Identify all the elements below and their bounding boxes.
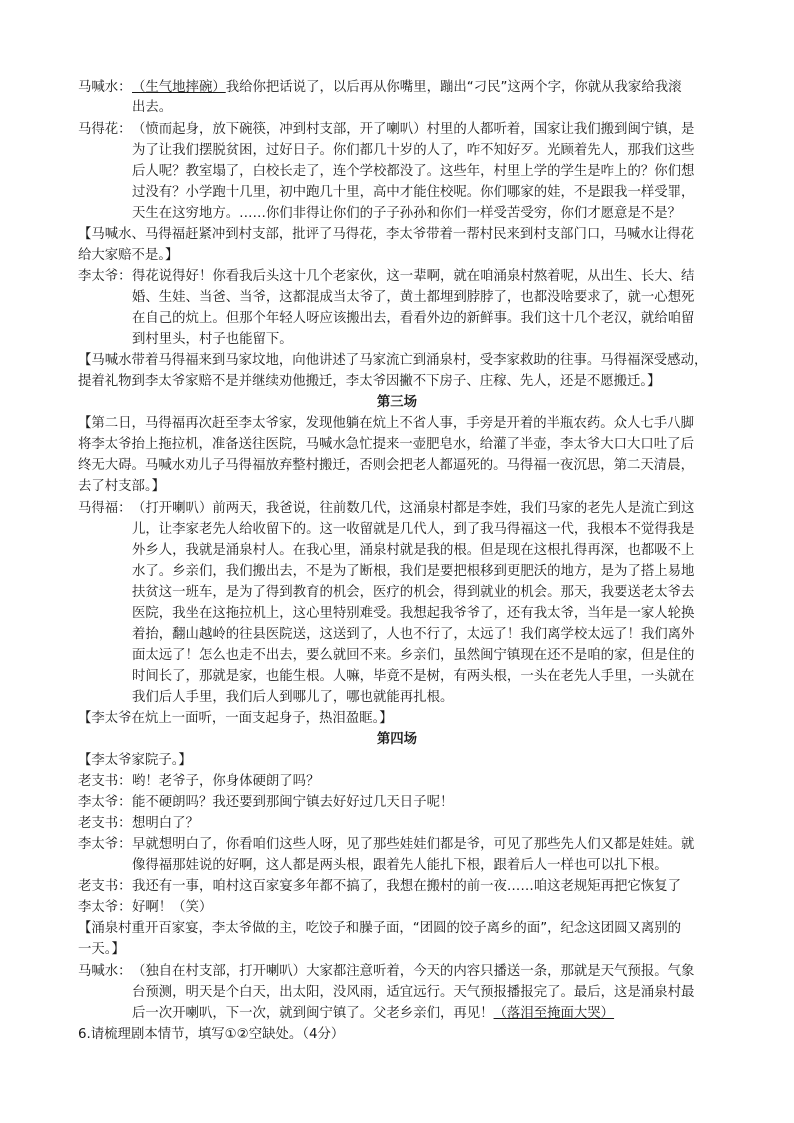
script-line: 儿，让李家老先人给收留下的。这一收留就是几代人，到了我马得福这一代，我根本不觉得我是 <box>132 522 695 537</box>
script-line: 像得福那娃说的好啊，这人都是两头根，跟着先人能扎下根，跟着后人一样也可以扎下根。 <box>132 858 668 873</box>
script-line: 婚、生娃、当爸、当爷，这都混成当太爷了，黄土都埋到脖脖了，也都没啥要求了，就一心想死 <box>132 290 695 305</box>
question-6: 6.请梳理剧本情节，填写①②空缺处。（4分） <box>78 1027 345 1042</box>
script-line: 医院，我坐在这拖拉机上，这心里特别难受。我想起我爷爷了，还有我太爷，当年是一家人轮换 <box>132 606 695 621</box>
script-line: 老支书：我还有一事，咱村这百家宴多年都不搞了，我想在搬村的前一夜……咱这老规矩再把它恢复了 <box>78 879 682 894</box>
scene-heading: 第三场 <box>376 395 418 410</box>
script-line: 李太爷：早就想明白了，你看咱们这些人呀，见了那些娃娃们都是爷，可见了那些先人们又都是娃娃。就 <box>78 837 695 852</box>
script-line: 马喊水：（独自在村支部，打开喇叭）大家都注意听着，今天的内容只播送一条，那就是天气预报。气象 <box>78 964 695 979</box>
script-line: 水了。乡亲们，我们搬出去，不是为了断根，我们是要把根移到更肥沃的地方，是为了搭上易地 <box>132 564 695 579</box>
script-line: 马得福：（打开喇叭）前两天，我爸说，往前数几代，这涌泉村都是李姓，我们马家的老先人是流亡到这 <box>78 501 695 516</box>
stage-direction: 将李太爷抬上拖拉机，准备送往医院，马喊水急忙提来一壶肥皂水，给灌了半壶，李太爷大口大口吐了后 <box>78 437 694 452</box>
stage-direction: 一天。】 <box>78 942 125 957</box>
script-line: 老支书：哟！老爷子，你身体硬朗了吗？ <box>78 774 320 789</box>
script-line: 在自己的炕上。但那个年轻人呀应该搬出去，看看外边的新鲜事。我们这十几个老汉，就给咱留 <box>132 311 695 326</box>
script-line: 台预测，明天是个白天，出太阳，没风雨，适宜远行。天气预报播报完了。最后，这是涌泉村最 <box>132 985 695 1000</box>
stage-direction: 【李太爷在炕上一面听，一面支起身子，热泪盈眶。】 <box>78 711 393 726</box>
stage-direction: 去了村支部。】 <box>78 479 166 494</box>
script-line: 时间长了，那就是家，也能生根。人嘛，毕竟不是树，有两头根，一头在老先人手里，一头就在 <box>132 669 695 684</box>
script-line: 后一次开喇叭，下一次，就到闽宁镇了。父老乡亲们，再见！（落泪至掩面大哭） <box>132 1006 615 1021</box>
script-line: 老支书：想明白了？ <box>78 816 199 831</box>
stage-direction: 【第二日，马得福再次赶至李太爷家，发现他躺在炕上不省人事，手旁是开着的半瓶农药。众人七手八脚 <box>78 416 694 431</box>
stage-direction: 【马喊水、马得福赶紧冲到村支部，批评了马得花，李太爷带着一帮村民来到村支部门口，马喊水让得花 <box>78 227 694 242</box>
script-line: 面太远了！怎么也走不出去，要么就回不来。乡亲们，虽然闽宁镇现在还不是咱的家，但是住的 <box>132 648 695 663</box>
script-line: 为了让我们摆脱贫困，过好日子。你们都几十岁的人了，咋不知好歹。光顾着先人，那我们这些 <box>132 143 695 158</box>
script-line: 扶贫这一班车，是为了得到教育的机会，医疗的机会，得到就业的机会。那天，我要送老太爷去 <box>132 585 695 600</box>
stage-direction: 给大家赔不是。】 <box>78 248 179 263</box>
script-line: 天生在这穷地方。……你们非得让你们的子子孙孙和你们一样受苦受穷，你们才愿意是不是？ <box>132 206 682 221</box>
script-line: 李太爷：得花说得好！你看我后头这十几个老家伙，这一辈啊，就在咱涌泉村熬着呢，从出生、长大、结 <box>78 269 695 284</box>
script-line: 出去。 <box>132 100 173 115</box>
script-line: 马喊水：（生气地摔碗）我给你把话说了，以后再从你嘴里，蹦出“刁民”这两个字，你就从我家给我滚 <box>78 80 682 95</box>
script-line: 到村里头，村子也能留下。 <box>132 332 293 347</box>
script-line: 外乡人，我就是涌泉村人。在我心里，涌泉村就是我的根。但是现在这根扎得再深，也都吸不上 <box>132 543 695 558</box>
script-line: 后人呢？教室塌了，白校长走了，连个学校都没了。这些年，村里上学的学生是咋上的？你们想 <box>132 164 695 179</box>
stage-direction: 【涌泉村重开百家宴，李太爷做的主，吃饺子和臊子面，“团圆的饺子离乡的面”，纪念这团圆又离别的 <box>78 921 682 936</box>
stage-direction: 终无大碍。马喊水劝儿子马得福放弃整村搬迁，否则会把老人都逼死的。马得福一夜沉思，第二天清晨， <box>78 458 694 473</box>
stage-direction: 提着礼物到李太爷家赔不是并继续劝他搬迁，李太爷因撇不下房子、庄稼、先人，还是不愿搬迁。】 <box>78 374 661 389</box>
script-line: 我们后人手里，我们后人到哪儿了，哪也就能再扎根。 <box>132 690 454 705</box>
script-line: 过没有？小学跑十几里，初中跑几十里，高中才能住校呢。你们哪家的娃，不是跟我一样受罪， <box>132 185 695 200</box>
script-line: 李太爷：好啊！（笑） <box>78 900 213 915</box>
script-line: 马得花：（愤而起身，放下碗筷，冲到村支部，开了喇叭）村里的人都听着，国家让我们搬到闽宁镇，是 <box>78 122 695 137</box>
script-line: 着抬，翻山越岭的往县医院送，这送到了，人也不行了，太远了！我们离学校太远了！我们离外 <box>132 627 695 642</box>
scene-heading: 第四场 <box>376 732 418 747</box>
stage-direction: 【马喊水带着马得福来到马家坟地，向他讲述了马家流亡到涌泉村，受李家救助的往事。马得福深受感动， <box>78 353 708 368</box>
stage-direction: 【李太爷家院子。】 <box>78 753 192 768</box>
script-line: 李太爷：能不硬朗吗？我还要到那闽宁镇去好好过几天日子呢！ <box>78 795 454 810</box>
